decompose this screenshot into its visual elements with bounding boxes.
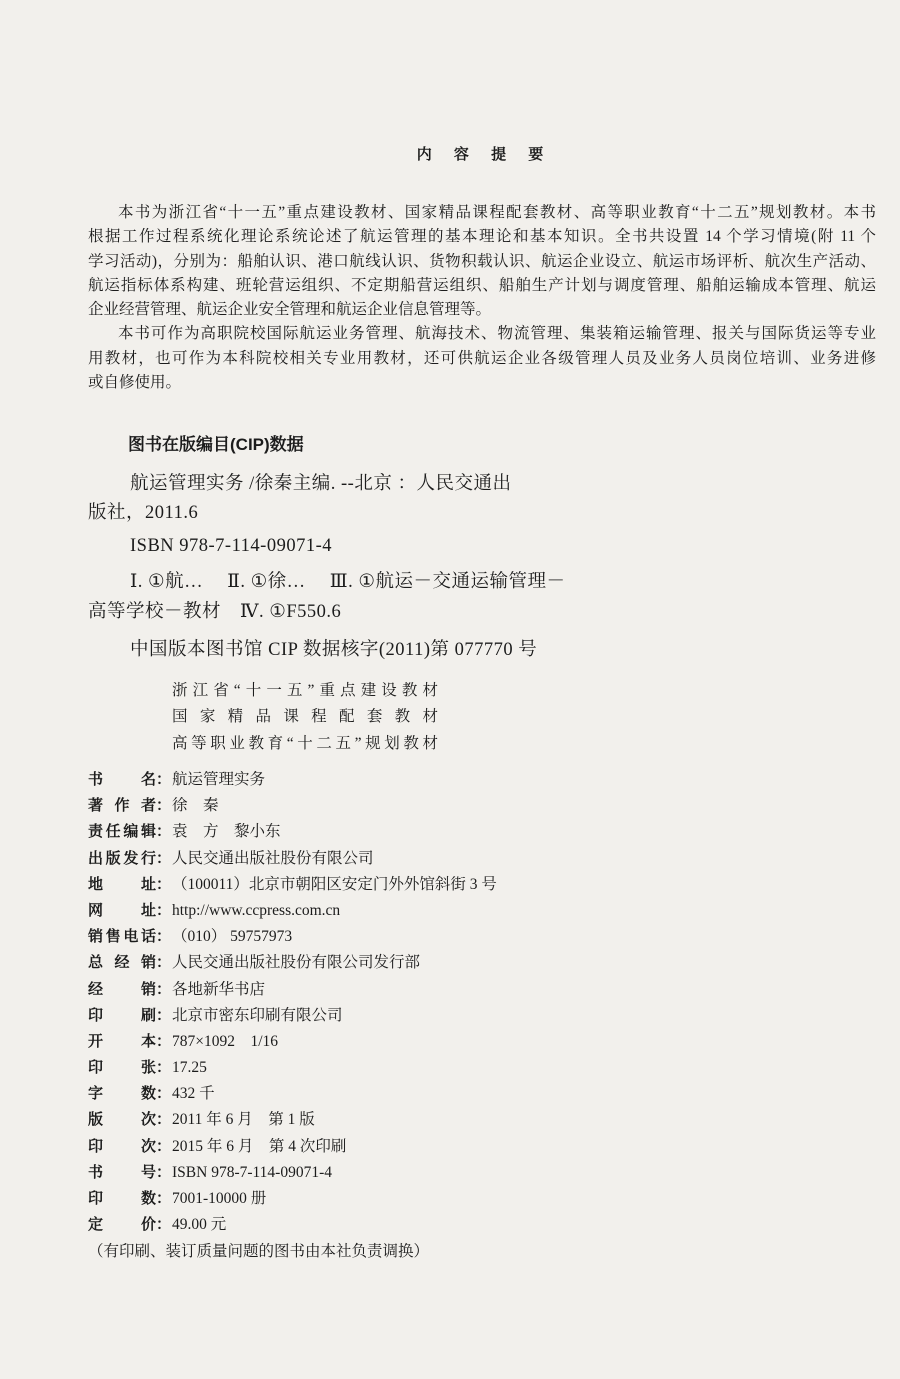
meta-separator: ：	[156, 928, 172, 946]
cip-record-number: 中国版本图书馆 CIP 数据核字(2011)第 077770 号	[130, 640, 538, 660]
meta-value: 各地新华书店	[172, 980, 266, 998]
meta-label: 书 名	[88, 771, 156, 788]
cip-line: 版社，2011.6	[88, 503, 199, 523]
meta-row-sheets	[88, 1055, 848, 1081]
cip-heading: 图书在版编目(CIP)数据	[128, 435, 304, 454]
meta-label: 责任编辑	[88, 823, 156, 841]
meta-label: 版 次	[88, 1111, 156, 1129]
meta-value: 北京市密东印刷有限公司	[172, 1006, 343, 1024]
meta-label: 开 本	[88, 1032, 156, 1050]
meta-label: 经 销	[88, 980, 156, 998]
meta-value: 航运管理实务	[172, 771, 266, 788]
meta-row-title	[88, 767, 848, 793]
meta-separator: ：	[156, 1085, 172, 1103]
meta-row-phone	[88, 924, 848, 950]
meta-row-isbn	[88, 1160, 848, 1186]
meta-value: 432 千	[172, 1085, 215, 1103]
series-title: 浙江省“十一五”重点建设教材	[172, 682, 438, 699]
meta-value: 7001-10000 册	[172, 1190, 267, 1207]
meta-label: 印 数	[88, 1190, 156, 1207]
summary-line: 或自修使用。	[88, 374, 182, 392]
cip-line: Ⅰ. ①航… Ⅱ. ①徐… Ⅲ. ①航运－交通运输管理－	[130, 572, 566, 592]
meta-separator: ：	[156, 1137, 172, 1155]
series-title: 高等职业教育“十二五”规划教材	[172, 735, 438, 752]
meta-label: 地 址	[88, 875, 156, 893]
meta-row-distributor	[88, 950, 848, 976]
summary-line: 学习活动)，分别为：船舶认识、港口航线认识、货物积载认识、航运企业设立、航运市场评析、航次生产活动、	[88, 252, 876, 270]
meta-row-print-run	[88, 1186, 848, 1212]
meta-separator: ：	[156, 1190, 172, 1207]
meta-separator: ：	[156, 875, 172, 893]
meta-label: 网 址	[88, 901, 156, 919]
meta-separator: ：	[156, 1163, 172, 1181]
meta-value: 徐 秦	[172, 797, 219, 815]
cip-isbn: ISBN 978-7-114-09071-4	[130, 536, 332, 556]
meta-value: （100011）北京市朝阳区安定门外外馆斜街 3 号	[172, 875, 497, 893]
meta-label: 书 号	[88, 1163, 156, 1181]
meta-separator: ：	[156, 823, 172, 841]
meta-row-publisher	[88, 846, 848, 872]
meta-separator: ：	[156, 901, 172, 919]
meta-value: 袁 方 黎小东	[172, 823, 281, 841]
summary-line: 本书可作为高职院校国际航运业务管理、航海技术、物流管理、集装箱运输管理、报关与国际货运等专业	[118, 325, 876, 343]
meta-separator: ：	[156, 1032, 172, 1050]
quality-note: （有印刷、装订质量问题的图书由本社负责调换）	[88, 1243, 430, 1260]
meta-section	[88, 767, 848, 1238]
meta-separator: ：	[156, 1111, 172, 1129]
meta-value: 人民交通出版社股份有限公司发行部	[172, 954, 421, 972]
meta-value: 787×1092 1/16	[172, 1032, 279, 1050]
meta-row-printer	[88, 1003, 848, 1029]
meta-label: 定 价	[88, 1216, 156, 1234]
meta-label: 印 张	[88, 1059, 156, 1077]
cip-line: 航运管理实务 /徐秦主编. --北京 ：人民交通出	[130, 474, 512, 494]
meta-value: 17.25	[172, 1059, 207, 1077]
summary-line: 本书为浙江省“十一五”重点建设教材、国家精品课程配套教材、高等职业教育“十二五”规划教材。本书	[118, 204, 876, 221]
meta-value: ISBN 978-7-114-09071-4	[172, 1163, 333, 1181]
meta-separator: ：	[156, 954, 172, 972]
meta-value: 2015 年 6 月 第 4 次印刷	[172, 1137, 347, 1155]
meta-row-edition	[88, 1107, 848, 1133]
meta-value: 2011 年 6 月 第 1 版	[172, 1111, 315, 1129]
meta-row-printing	[88, 1134, 848, 1160]
meta-separator: ：	[156, 1216, 172, 1234]
meta-value: 49.00 元	[172, 1216, 227, 1234]
meta-row-website	[88, 898, 848, 924]
meta-label: 印 次	[88, 1137, 156, 1155]
meta-value: 人民交通出版社股份有限公司	[172, 849, 374, 867]
meta-label: 著 作 者	[88, 797, 156, 815]
meta-row-editor	[88, 819, 848, 845]
series-title: 国 家 精 品 课 程 配 套 教 材	[172, 708, 438, 725]
meta-row-word-count	[88, 1081, 848, 1107]
meta-separator: ：	[156, 797, 172, 815]
meta-separator: ：	[156, 980, 172, 998]
meta-label: 销售电话	[88, 928, 156, 946]
meta-row-price	[88, 1212, 848, 1238]
meta-row-author	[88, 793, 848, 819]
meta-row-address	[88, 872, 848, 898]
meta-value: http://www.ccpress.com.cn	[172, 901, 341, 919]
summary-line: 航运指标体系构建、班轮营运组织、不定期船营运组织、船舶生产计划与调度管理、船舶运输成本管理、航运	[88, 276, 876, 294]
summary-section	[88, 201, 876, 395]
meta-row-format	[88, 1029, 848, 1055]
meta-label: 总 经 销	[88, 954, 156, 972]
cip-line: 高等学校－教材 Ⅳ. ①F550.6	[88, 602, 342, 622]
meta-row-seller	[88, 977, 848, 1003]
meta-label: 出版发行	[88, 849, 156, 867]
meta-separator: ：	[156, 1059, 172, 1077]
meta-value: （010） 59757973	[172, 928, 293, 946]
meta-separator: ：	[156, 771, 172, 788]
meta-label: 字 数	[88, 1085, 156, 1103]
summary-line: 根据工作过程系统化理论系统论述了航运管理的基本理论和基本知识。全书共设置 14 个学习情境(附 11 个	[88, 228, 876, 246]
summary-line: 用教材，也可作为本科院校相关专业用教材，还可供航运企业各级管理人员及业务人员岗位培训、业务进修	[88, 349, 876, 367]
meta-label: 印 刷	[88, 1006, 156, 1024]
summary-line: 企业经营管理、航运企业安全管理和航运企业信息管理等。	[88, 301, 492, 319]
summary-title: 内 容 提 要	[416, 146, 553, 163]
meta-separator: ：	[156, 1006, 172, 1024]
meta-separator: ：	[156, 849, 172, 867]
